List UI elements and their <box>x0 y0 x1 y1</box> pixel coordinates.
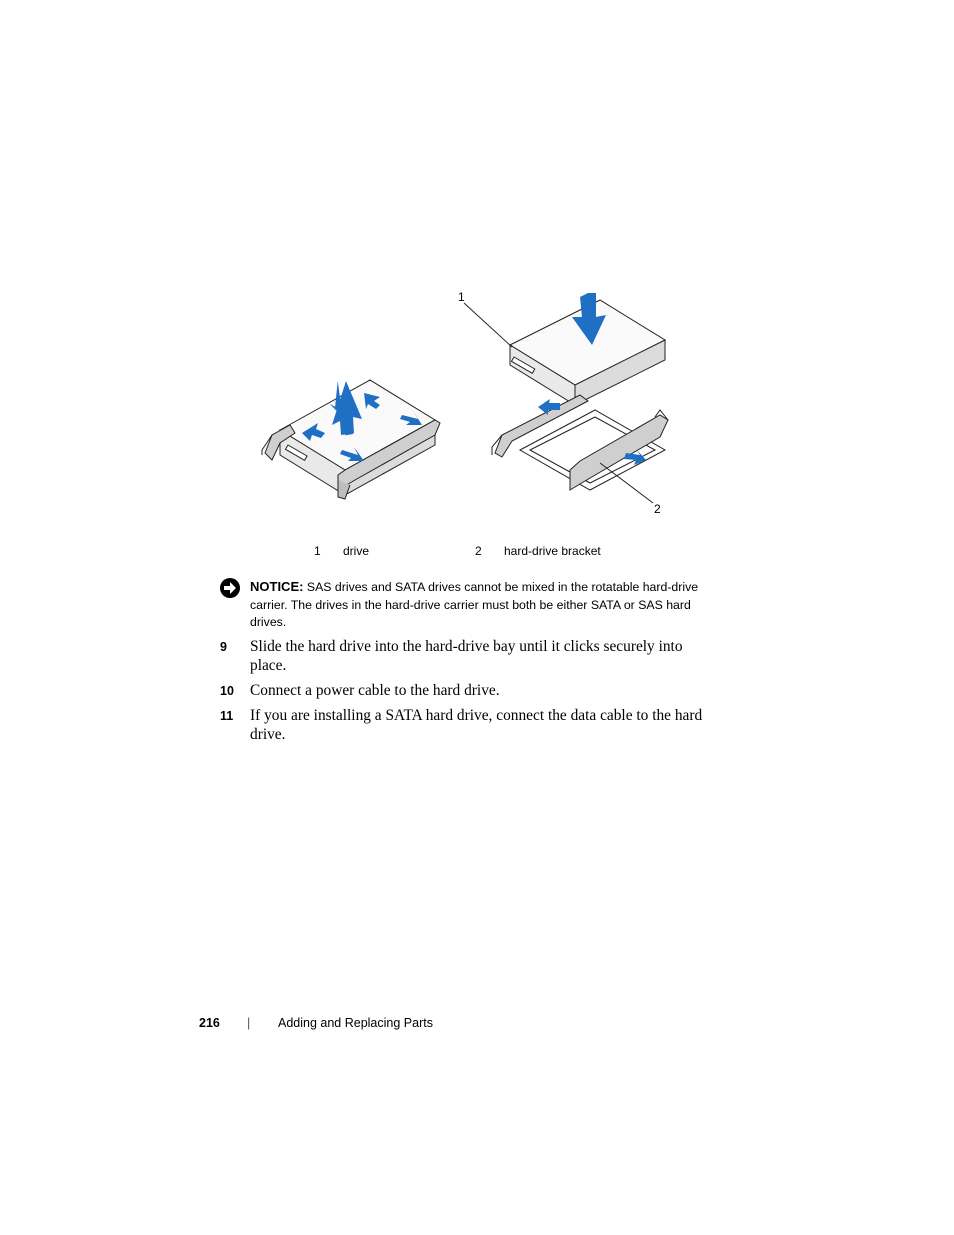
notice-text: SAS drives and SATA drives cannot be mixed in the rotatable hard-drive carrier. The drives in the hard-drive carrier must both be either SATA or SAS hard drives. <box>250 580 699 629</box>
notice-label: NOTICE: <box>250 579 304 594</box>
callout-1: 1 <box>458 290 465 304</box>
legend-number-1: 1 <box>314 544 321 558</box>
right-bracket-rail-front <box>495 395 588 457</box>
step-number: 9 <box>220 640 227 654</box>
notice-block <box>250 578 720 632</box>
step-text: If you are installing a SATA hard drive, connect the data cable to the hard drive. <box>250 707 703 743</box>
hard-drive-illustration <box>250 285 690 520</box>
callout-1-leader <box>464 303 512 347</box>
callout-2: 2 <box>654 502 661 516</box>
step-number: 10 <box>220 684 234 698</box>
step-text: Connect a power cable to the hard drive. <box>250 682 500 699</box>
page-number: 216 <box>199 1016 220 1030</box>
right-bracket-rail-back <box>570 415 668 490</box>
step-number: 11 <box>220 709 234 723</box>
step-10 <box>220 681 720 701</box>
legend-label-bracket: hard-drive bracket <box>504 544 601 558</box>
step-text: Slide the hard drive into the hard-drive bay until it clicks securely into place. <box>250 638 683 674</box>
step-11 <box>220 706 720 746</box>
callout-2-leader <box>600 463 653 503</box>
footer-separator: | <box>247 1016 251 1030</box>
footer-section-title: Adding and Replacing Parts <box>278 1016 433 1030</box>
legend-number-2: 2 <box>475 544 482 558</box>
legend-label-drive: drive <box>343 544 370 558</box>
notice-arrow-icon <box>219 577 241 599</box>
step-9 <box>220 637 720 677</box>
